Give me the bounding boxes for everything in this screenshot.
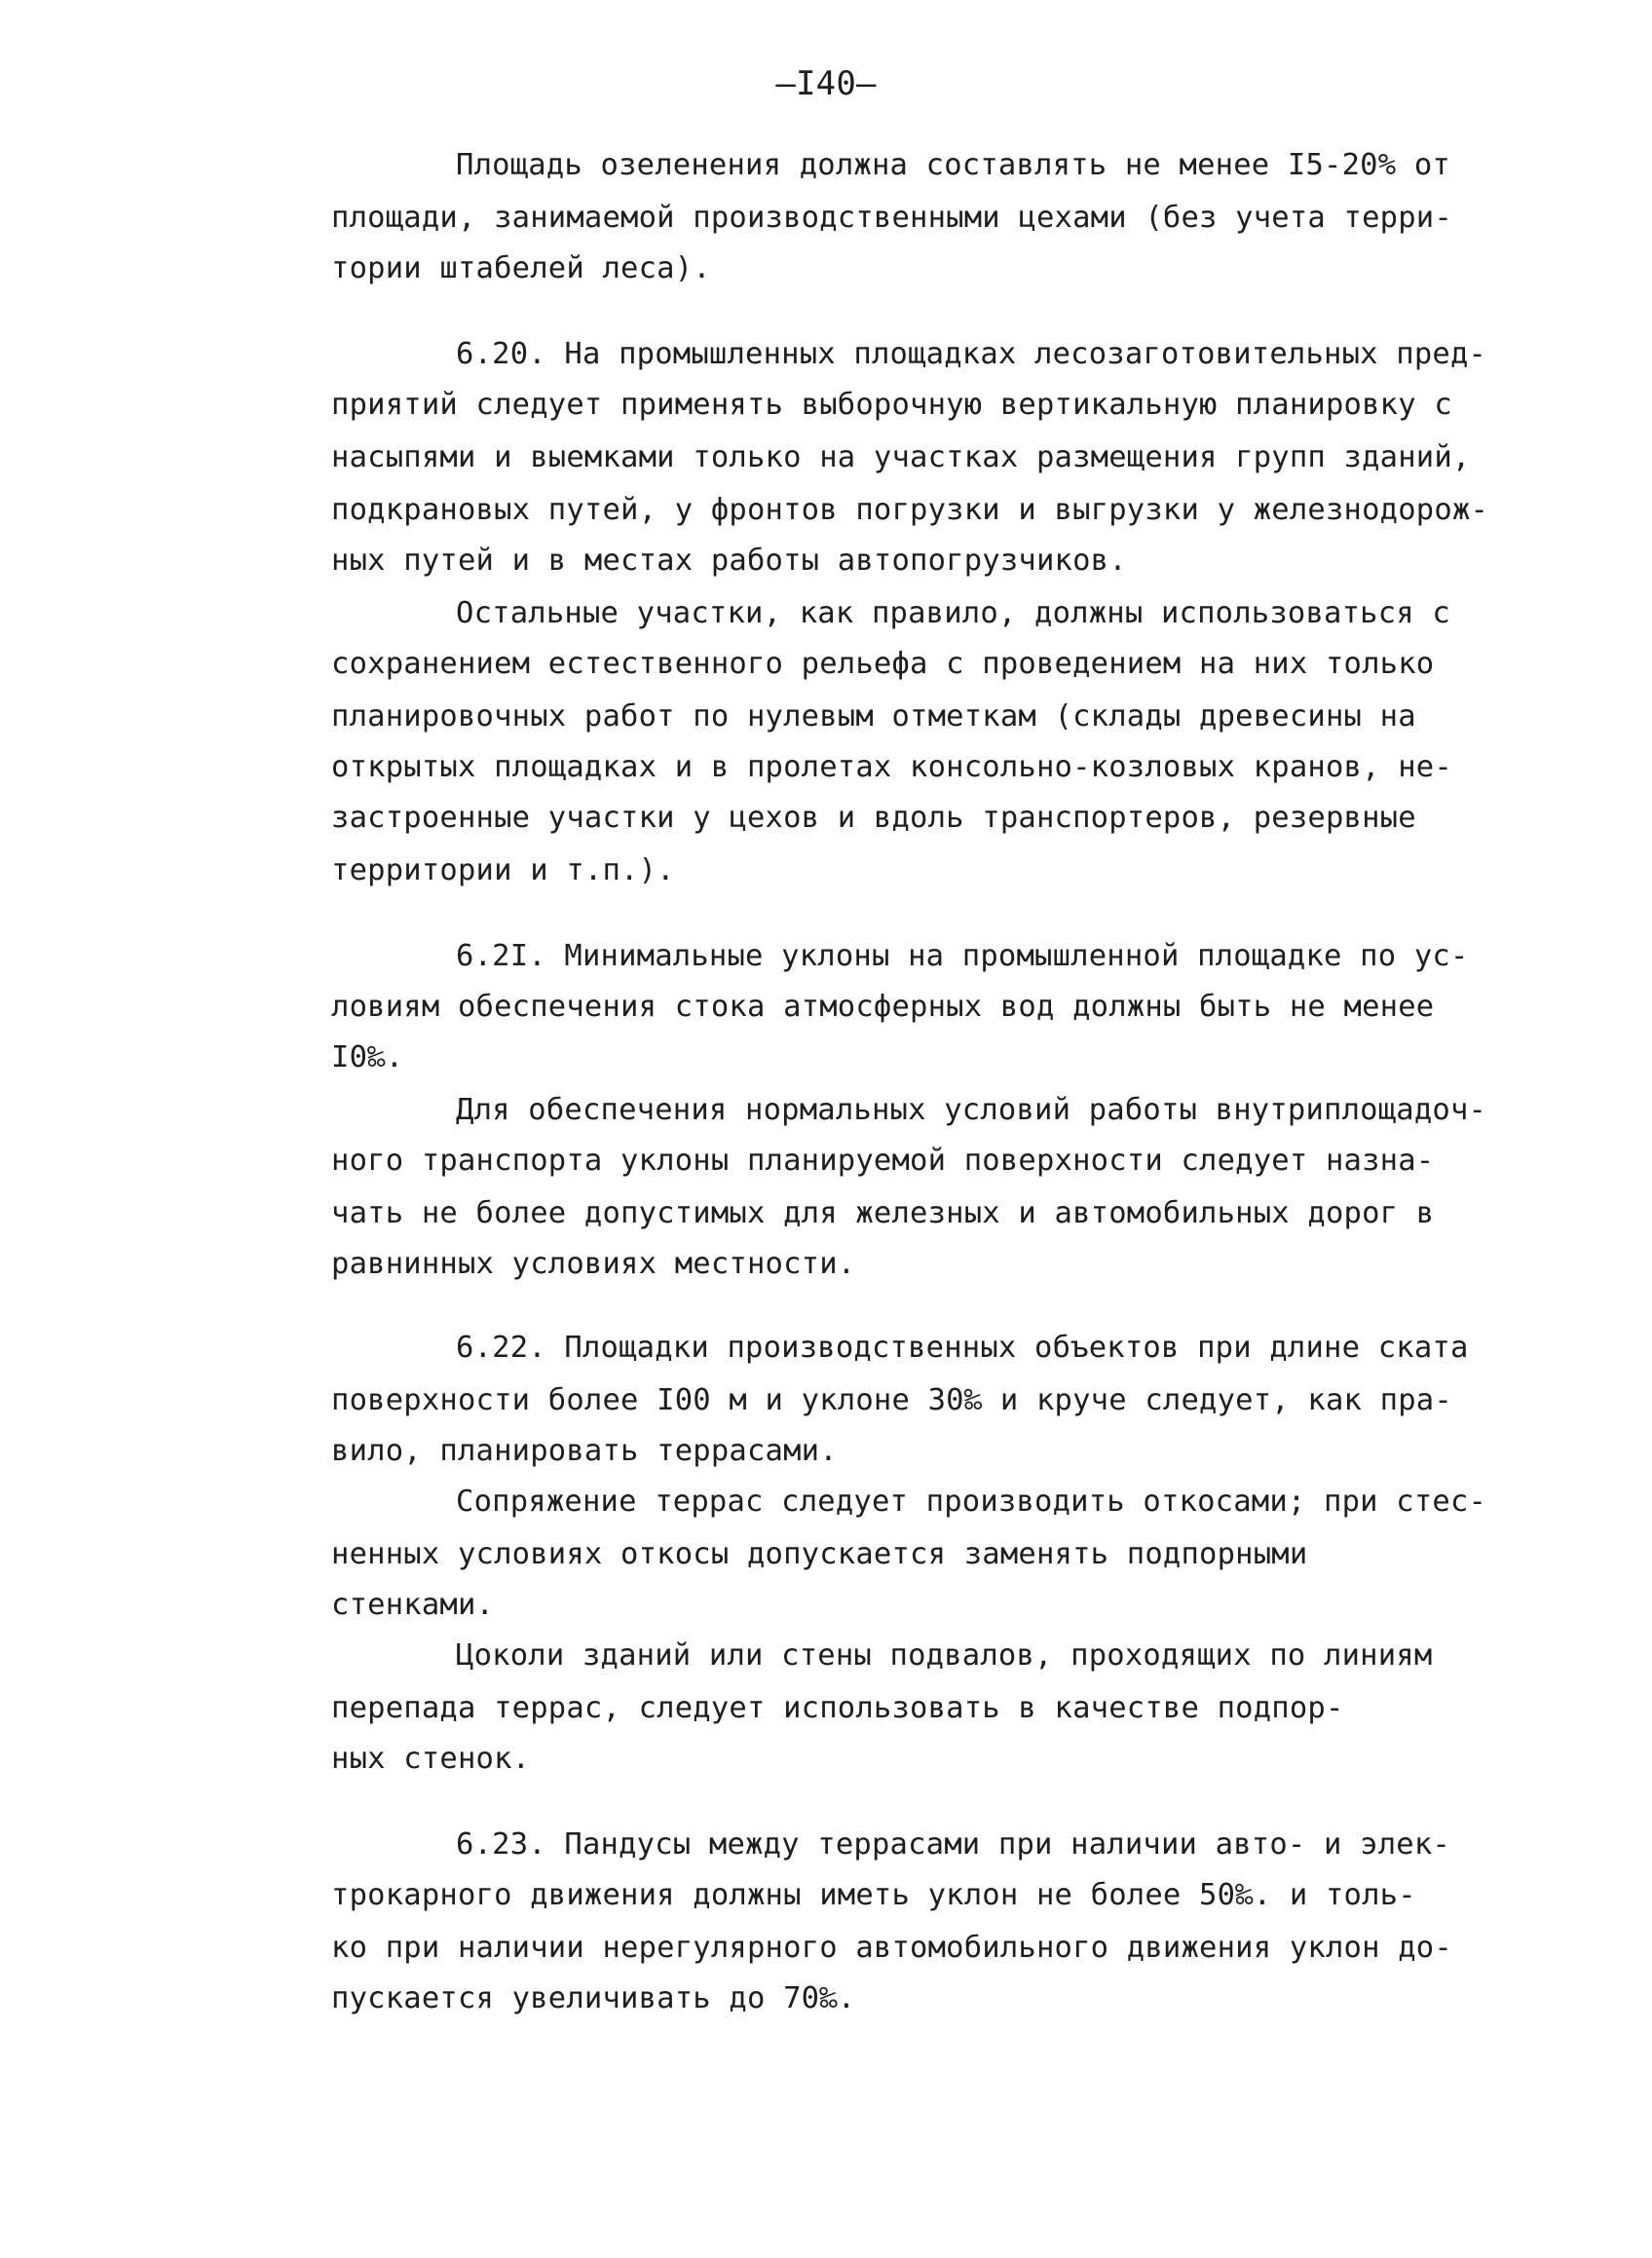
text-line: 6.20. На промышленных площадках лесозаготовительных пред- xyxy=(456,337,1487,371)
text-line: ных путей и в местах работы автопогрузчиков. xyxy=(331,544,1127,578)
text-line: застроенные участки у цехов и вдоль транспортеров, резервные xyxy=(331,801,1416,835)
text-line: насыпями и выемками только на участках размещения групп зданий, xyxy=(331,440,1471,474)
text-line: площади, занимаемой производственными цехами (без учета терри- xyxy=(331,201,1452,235)
text-line: ных стенок. xyxy=(331,1742,531,1776)
text-line: планировочных работ по нулевым отметкам (склады древесины на xyxy=(331,699,1416,734)
text-line: чать не более допустимых для железных и автомобильных дорог в xyxy=(331,1196,1435,1230)
text-line: Остальные участки, как правило, должны использоваться с xyxy=(456,596,1450,630)
text-line: I0‰. xyxy=(331,1040,404,1074)
text-line: открытых площадках и в пролетах консольно-козловых кранов, не- xyxy=(331,750,1452,784)
text-line: ненных условиях откосы допускается заменять подпорными xyxy=(331,1537,1308,1571)
text-line: трокарного движения должны иметь уклон не более 50‰. и толь- xyxy=(331,1878,1416,1912)
text-line: стенками. xyxy=(331,1588,495,1622)
text-line: 6.2I. Минимальные уклоны на промышленной площадке по ус- xyxy=(456,939,1469,973)
text-line: сохранением естественного рельефа с проведением на них только xyxy=(331,647,1435,681)
text-line: Цоколи зданий или стены подвалов, проходящих по линиям xyxy=(456,1638,1433,1673)
text-line: 6.22. Площадки производственных объектов при длине ската xyxy=(456,1331,1469,1365)
text-line: пускается увеличивать до 70‰. xyxy=(331,1981,856,2015)
text-line: Для обеспечения нормальных условий работы внутриплощадоч- xyxy=(456,1093,1487,1127)
text-line: равнинных условиях местности. xyxy=(331,1247,856,1281)
page-number: —I40— xyxy=(775,64,877,103)
text-line: ного транспорта уклоны планируемой поверхности следует назна- xyxy=(331,1144,1435,1178)
text-line: подкрановых путей, у фронтов погрузки и выгрузки у железнодорож- xyxy=(331,493,1489,527)
text-line: ко при наличии нерегулярного автомобильного движения уклон до- xyxy=(331,1931,1452,1965)
text-line: поверхности более I00 м и уклоне 30‰ и круче следует, как пра- xyxy=(331,1383,1452,1417)
text-line: территории и т.п.). xyxy=(331,853,675,887)
text-line: тории штабелей леса). xyxy=(331,251,711,285)
text-line: перепада террас, следует использовать в качестве подпор- xyxy=(331,1691,1344,1725)
text-line: Сопряжение террас следует производить откосами; при стес- xyxy=(456,1485,1487,1519)
text-line: вило, планировать террасами. xyxy=(331,1434,838,1468)
text-line: приятий следует применять выборочную вертикальную планировку с xyxy=(331,388,1452,422)
text-line: 6.23. Пандусы между террасами при наличии авто- и элек- xyxy=(456,1827,1450,1862)
text-line: ловиям обеспечения стока атмосферных вод должны быть не менее xyxy=(331,990,1435,1024)
text-line: Площадь озеленения должна составлять не менее I5-20% от xyxy=(456,148,1450,182)
